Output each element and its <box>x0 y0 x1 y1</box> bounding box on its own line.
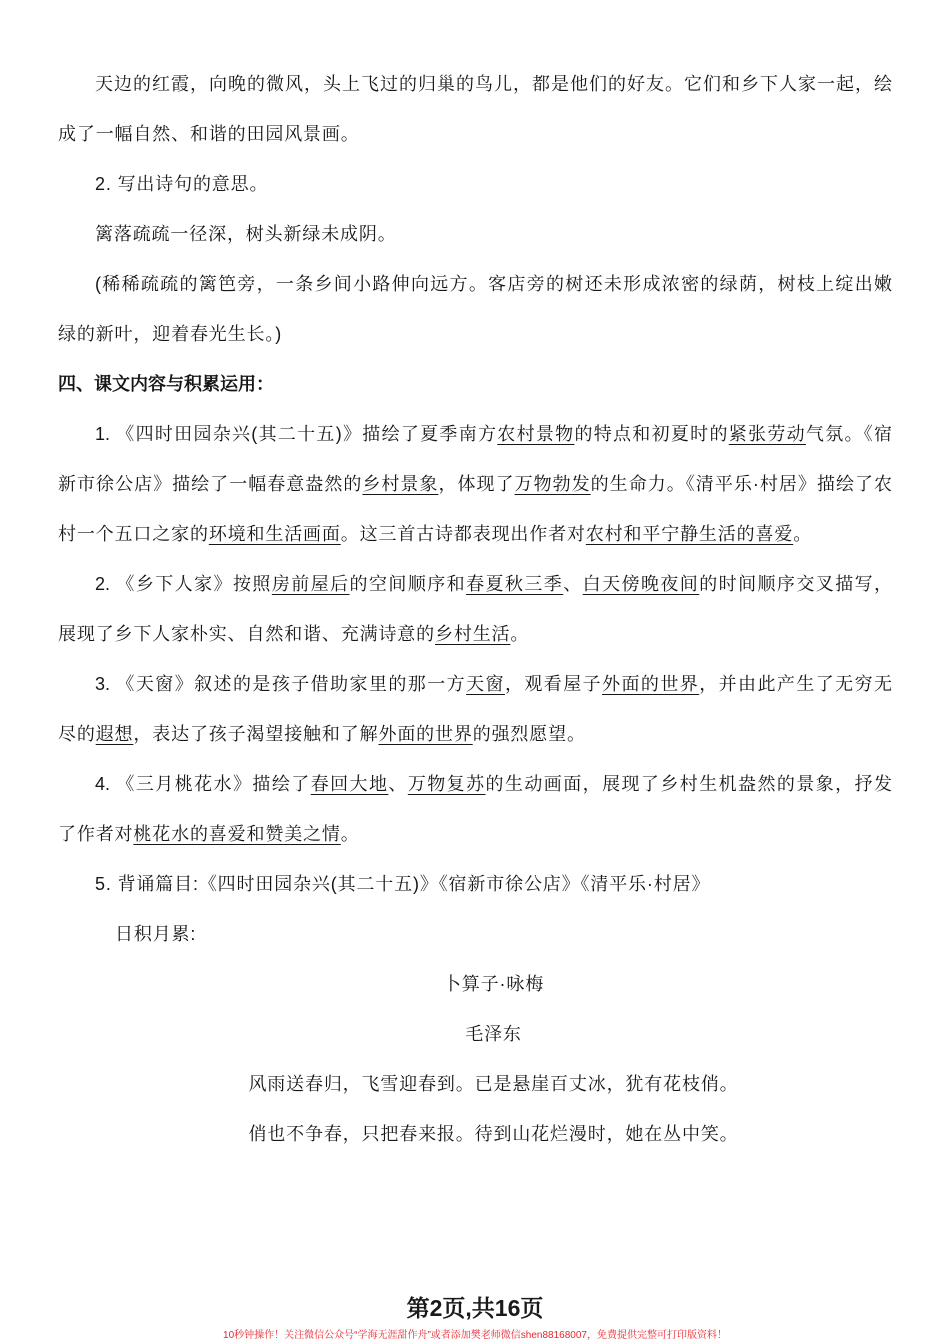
text-run: 展现了乡下人家朴实、自然和谐、充满诗意的 <box>58 624 435 644</box>
item-2-line <box>58 559 892 609</box>
text-run: 的时间顺序交叉描写， <box>699 574 892 594</box>
item-4-line <box>58 759 892 809</box>
underlined-keyword: 万物复苏 <box>407 774 486 794</box>
text-run: 村一个五口之家的 <box>58 524 209 544</box>
item-4-line <box>58 809 892 859</box>
text-run: 。 <box>340 824 360 844</box>
item-3-line <box>58 709 892 759</box>
underlined-keyword: 农村景物 <box>497 424 575 444</box>
poem-line: 风雨送春归，飞雪迎春到。已是悬崖百丈冰，犹有花枝俏。 <box>248 1074 739 1094</box>
paragraph-line: 成了一幅自然、和谐的田园风景画。 <box>58 124 360 144</box>
underlined-keyword: 白天傍晚夜间 <box>582 574 700 594</box>
text-run: 1. 《四时田园杂兴(其二十五)》描绘了夏季南方 <box>95 424 498 444</box>
text-run: 的强烈愿望。 <box>472 724 586 744</box>
underlined-keyword: 乡村景象 <box>362 474 439 494</box>
poem-author: 毛泽东 <box>465 1024 522 1044</box>
text-run: ，体现了 <box>438 474 515 494</box>
text-run: 的空间顺序和 <box>349 574 467 594</box>
text-run: 尽的 <box>58 724 96 744</box>
poem-verse: 篱落疏疏一径深，树头新绿未成阴。 <box>95 224 397 244</box>
text-run: 。 <box>510 624 530 644</box>
underlined-keyword: 房前屋后 <box>271 574 350 594</box>
underlined-keyword: 遐想 <box>95 724 134 744</box>
underlined-keyword: 天窗 <box>466 674 505 694</box>
text-run: 。这三首古诗都表现出作者对 <box>340 524 586 544</box>
text-run: 4. 《三月桃花水》描绘了 <box>95 774 311 794</box>
text-run: 了作者对 <box>58 824 134 844</box>
text-run: ，观看屋子 <box>504 674 603 694</box>
underlined-keyword: 农村和平宁静生活的喜爱 <box>585 524 794 544</box>
text-run: 、 <box>388 774 408 794</box>
underlined-keyword: 环境和生活画面 <box>208 524 341 544</box>
underlined-keyword: 外面的世界 <box>602 674 700 694</box>
accumulation-label: 日积月累: <box>115 924 197 944</box>
text-run: 。 <box>793 524 813 544</box>
item-1-line <box>58 409 892 459</box>
item-3-line <box>58 659 892 709</box>
poem-title: 卜算子·咏梅 <box>442 974 545 994</box>
underlined-keyword: 万物勃发 <box>514 474 591 494</box>
underlined-keyword: 春夏秋三季 <box>466 574 564 594</box>
page-indicator: 第2页,共16页 <box>406 1295 544 1321</box>
text-run: 新市徐公店》描绘了一幅春意盎然的 <box>58 474 363 494</box>
promo-banner-text: 10秒钟操作！关注微信公众号“学海无涯甜作舟”或者添加樊老师微信shen88168007，免费提供完整可打印版资料！ <box>223 1330 727 1341</box>
text-run: 的生命力。《清平乐·村居》描绘了农 <box>590 474 892 494</box>
paragraph-line: 天边的红霞，向晚的微风，头上飞过的归巢的鸟儿，都是他们的好友。它们和乡下人家一起，绘 <box>95 74 892 94</box>
underlined-keyword: 春回大地 <box>310 774 389 794</box>
text-run: ，并由此产生了无穷无 <box>699 674 892 694</box>
verse-meaning-line: (稀稀疏疏的篱笆旁，一条乡间小路伸向远方。客店旁的树还未形成浓密的绿荫，树枝上绽出嫩 <box>95 274 892 294</box>
underlined-keyword: 外面的世界 <box>378 724 473 744</box>
item-1-line <box>58 459 892 509</box>
item-1-line <box>58 509 892 559</box>
text-run: 2. 《乡下人家》按照 <box>95 574 272 594</box>
text-run: 3. 《天窗》叙述的是孩子借助家里的那一方 <box>95 674 467 694</box>
underlined-keyword: 桃花水的喜爱和赞美之情 <box>133 824 341 844</box>
underlined-keyword: 紧张劳动 <box>728 424 806 444</box>
text-run: 的生动画面，展现了乡村生机盎然的景象，抒发 <box>485 774 892 794</box>
text-run: 的特点和初夏时的 <box>574 424 729 444</box>
text-run: ，表达了孩子渴望接触和了解 <box>133 724 379 744</box>
underlined-keyword: 乡村生活 <box>435 624 511 644</box>
item-5-recitation-list: 5. 背诵篇目:《四时田园杂兴(其二十五)》《宿新市徐公店》《清平乐·村居》 <box>95 874 711 894</box>
item-2-line <box>58 609 892 659</box>
question-prompt: 2. 写出诗句的意思。 <box>95 174 269 194</box>
poem-line: 俏也不争春，只把春来报。待到山花烂漫时，她在丛中笑。 <box>248 1124 739 1144</box>
section-heading: 四、课文内容与积累运用： <box>58 374 274 394</box>
verse-meaning-line: 绿的新叶，迎着春光生长。) <box>58 324 283 344</box>
document-body <box>58 59 892 1159</box>
text-run: 、 <box>563 574 583 594</box>
text-run: 气氛。《宿 <box>805 424 892 444</box>
